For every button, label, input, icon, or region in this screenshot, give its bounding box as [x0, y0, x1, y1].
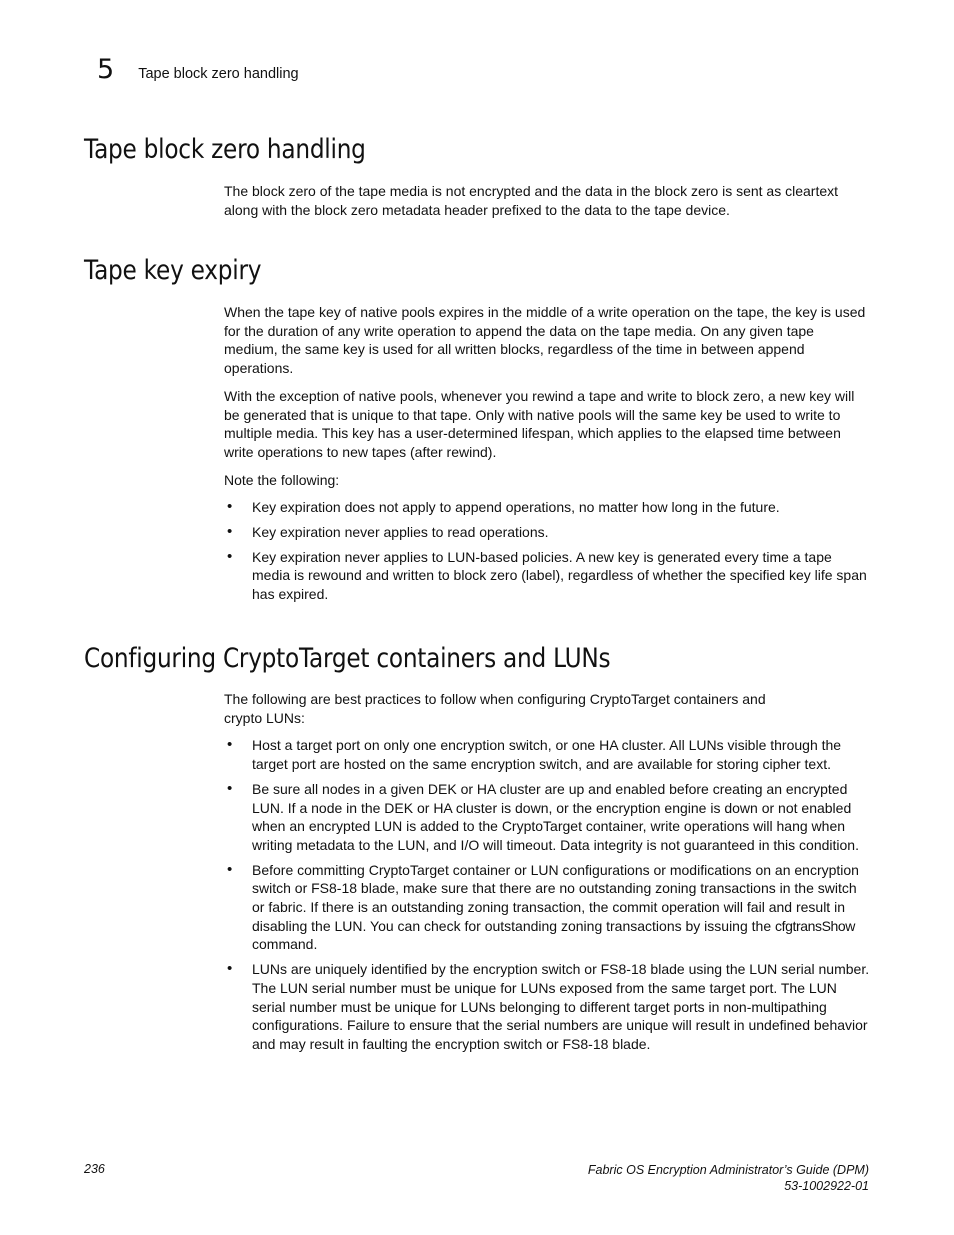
running-title: Tape block zero handling	[138, 66, 299, 82]
list-item-text: Key expiration never applies to LUN-based policies. A new key is generated every time a tape media is rewound and written to block zero (label), regardless of whether the specified key life span has expired.	[252, 548, 867, 603]
paragraph: The block zero of the tape media is not encrypted and the data in the block zero is sent as cleartext along with the block zero metadata header prefixed to the data to the tape device.	[224, 183, 839, 218]
list-item-text-after: command.	[252, 936, 318, 953]
list-item	[224, 780, 870, 855]
heading-configuring-cryptotarget: Configuring CryptoTarget containers and LUNs	[84, 643, 611, 674]
bullet-icon: •	[227, 547, 233, 565]
command-name: cfgtransShow	[775, 917, 856, 934]
list-item	[224, 548, 870, 604]
list-item	[224, 523, 870, 542]
paragraph: Note the following:	[224, 471, 340, 488]
list-item-text: Host a target port on only one encryption switch, or one HA cluster. All LUNs visible through the target port are hosted on the same encryption switch, and are available for storing cipher text.	[252, 737, 842, 773]
list-item	[224, 736, 870, 773]
running-header	[97, 56, 299, 88]
bullet-icon: •	[227, 779, 233, 797]
list-item	[224, 861, 870, 955]
list-item-text: Key expiration never applies to read operations.	[252, 524, 549, 541]
chapter-number: 5	[97, 54, 115, 85]
heading-tape-key-expiry: Tape key expiry	[84, 255, 262, 286]
footer-doc-info	[588, 1162, 869, 1194]
list-item-text: Key expiration does not apply to append operations, no matter how long in the future.	[252, 499, 780, 516]
list-item	[224, 960, 870, 1054]
list-item-text: LUNs are uniquely identified by the encryption switch or FS8-18 blade using the LUN serial number. The LUN serial number must be unique for LUNs exposed from the same target port. The LUN serial number must be unique for LUNs belonging to different target ports in non-multipathing configurations. Failure to ensure that the serial numbers are unique will result in undefined behavior and may result in faulting the encryption switch or FS8-18 blade.	[252, 961, 870, 1052]
paragraph: With the exception of native pools, whenever you rewind a tape and write to block zero, a new key will be generated that is unique to that tape. Only with native pools will the same key be used to write to multiple media. This key has a user-determined lifespan, which applies to the elapsed time between write operations to new tapes (after rewind).	[224, 387, 855, 460]
section-tape-key-expiry-body	[224, 303, 870, 610]
list-item-text-before: Before committing CryptoTarget container or LUN configurations or modifications on an encryption switch or FS8-18 blade, make sure that there are no outstanding zoning transactions in the switch or fabric. If there is an outstanding zoning transaction, the commit operation will fail and result in disabling the LUN. You can check for outstanding zoning transactions by issuing the	[252, 861, 859, 934]
section-tape-block-zero-body	[224, 182, 870, 228]
bullet-list	[224, 736, 870, 1053]
list-item-text	[252, 862, 859, 953]
bullet-icon: •	[227, 860, 233, 878]
paragraph: The following are best practices to follow when configuring CryptoTarget containers and crypto LUNs:	[224, 691, 766, 726]
bullet-icon: •	[227, 498, 233, 516]
heading-tape-block-zero: Tape block zero handling	[84, 134, 366, 165]
paragraph: When the tape key of native pools expires in the middle of a write operation on the tape, the key is used for the duration of any write operation to append the data on the tape media. On any given tape medium, the same key is used for all written blocks, regardless of the time in between append operations.	[224, 304, 866, 377]
bullet-icon: •	[227, 736, 233, 754]
bullet-icon: •	[227, 523, 233, 541]
list-item	[224, 498, 870, 517]
footer-doc-title: Fabric OS Encryption Administrator’s Guide (DPM)	[587, 1163, 869, 1177]
footer-doc-number: 53-1002922-01	[784, 1179, 869, 1193]
section-cryptotarget-body	[224, 690, 870, 1060]
bullet-icon: •	[227, 960, 233, 978]
list-item-text: Be sure all nodes in a given DEK or HA cluster are up and enabled before creating an encrypted LUN. If a node in the DEK or HA cluster is down, or the encryption engine is down or not enabled when an encrypted LUN is added to the CryptoTarget container, write operations will hang when writing metadata to the LUN, and I/O will timeout. Data integrity is not guaranteed in this condition.	[252, 780, 859, 853]
bullet-list	[224, 498, 870, 604]
page-number: 236	[84, 1162, 105, 1176]
